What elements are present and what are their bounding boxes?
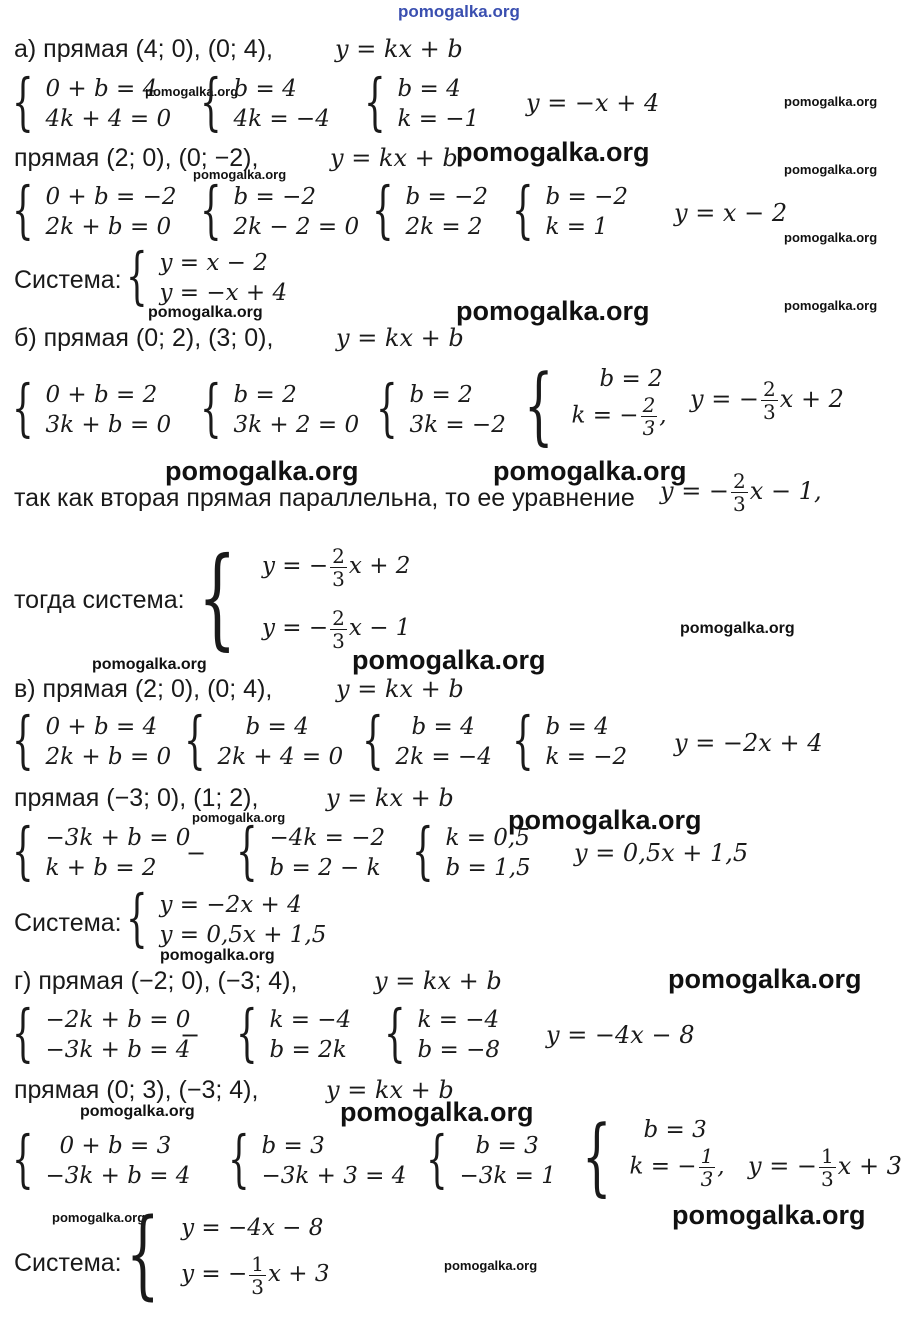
system-row [181,1251,329,1298]
part-g-line1: г) прямая (−2; 0), (−3; 4), [14,967,298,995]
fraction-denominator: 3 [332,628,345,653]
brace: { [412,814,434,887]
system-row: k = 1 [545,214,608,240]
brace: { [362,703,384,776]
watermark: pomogalka.org [456,137,650,167]
brace: { [384,996,406,1069]
fraction-denominator: 3 [700,1167,714,1191]
expression-part: x + 3 [837,1152,902,1180]
system-row: y = 0,5x + 1,5 [159,922,327,948]
part-g-final-system [126,1198,330,1310]
system-row: b = 4 [245,714,309,740]
brace: { [236,814,258,887]
part-v-system-5 [12,814,191,887]
fraction [330,545,347,590]
part-g-general-eq: y = kx + b [374,967,502,995]
expression-part: y = − [262,615,329,641]
system-row: b = 2k [269,1037,347,1063]
system-row: −3k + 3 = 4 [261,1163,407,1189]
part-a-system-6 [372,173,488,246]
expression-part: x − 1 [348,615,411,641]
expression-part: y = − [660,477,730,505]
part-v-system-2 [184,703,344,776]
system-row: b = −2 [405,184,488,210]
system-row: k + b = 2 [45,855,157,881]
watermark: pomogalka.org [493,456,687,486]
part-v-system-4 [512,703,628,776]
fraction [731,470,748,515]
system-row: y = −4x − 8 [181,1215,324,1241]
fraction-numerator: 2 [763,377,776,401]
system-row: k = −1 [397,106,480,132]
system-row: y = x − 2 [159,250,268,276]
brace: { [372,173,394,246]
watermark: pomogalka.org [672,1200,866,1230]
expression-part: y = − [690,385,760,413]
watermark: pomogalka.org [668,964,862,994]
brace: { [12,1122,34,1195]
system-row: 2k + b = 0 [45,214,172,240]
system-row: k = − $\frac{2}{3}$ , [571,393,667,440]
watermark: pomogalka.org [680,620,795,637]
part-b-result [690,378,844,423]
system-row: −3k + b = 4 [45,1037,191,1063]
fraction-numerator: 2 [642,393,656,417]
brace: { [228,1122,250,1195]
fraction [699,1145,716,1190]
part-a-line2: прямая (2; 0), (0; −2), [14,144,259,172]
system-row: b = −8 [417,1037,500,1063]
watermark: pomogalka.org [352,645,546,675]
brace: { [236,996,258,1069]
system-row: k = −2 [545,744,628,770]
part-g-system-6 [426,1122,556,1195]
fraction-denominator: 3 [763,400,776,424]
part-a-result-1: y = −x + 4 [526,89,660,117]
system-row: y = −2x + 4 [159,892,302,918]
part-a-line1: а) прямая (4; 0), (0; 4), [14,35,273,63]
watermark: pomogalka.org [340,1097,534,1127]
fraction [641,394,658,439]
part-a-system-1 [12,65,172,138]
part-v-general-eq: y = kx + b [336,675,464,703]
system-row: b = −2 [233,184,316,210]
part-b-system-1 [12,371,172,444]
part-b-system-3 [376,371,506,444]
part-v-system-3 [362,703,492,776]
system-row: −2k + b = 0 [45,1007,191,1033]
part-b-system-4 [524,356,667,454]
part-b-line1: б) прямая (0; 2), (3; 0), [14,324,274,352]
system-row: 3k + 2 = 0 [233,412,360,438]
brace: { [198,533,237,661]
part-a-system-label: Система: [14,266,122,294]
system-row: b = 2 [599,366,663,392]
part-a-system-7 [512,173,628,246]
watermark: pomogalka.org [192,810,286,825]
part-b-general-eq: y = kx + b [336,324,464,352]
expression-part: y = − [262,553,329,579]
brace: { [12,371,34,444]
part-a-general-eq: y = kx + b [335,35,463,63]
system-row: −4k = −2 [269,825,386,851]
watermark: pomogalka.org [165,456,359,486]
fraction-numerator: 1 [700,1144,714,1168]
system-row: 3k = −2 [409,412,506,438]
system-row: −3k + b = 4 [45,1163,191,1189]
part-a-result-2: y = x − 2 [674,199,788,227]
part-g-system-2 [236,996,352,1069]
brace: { [12,65,34,138]
system-row: 2k − 2 = 0 [233,214,360,240]
system-row: 0 + b = 4 [45,714,158,740]
subtract-sign: − [186,839,207,867]
part-a-general-eq-2: y = kx + b [330,144,458,172]
fraction [249,1253,266,1298]
system-row: b = 4 [233,76,297,102]
brace: { [200,371,222,444]
system-row: k = −4 [269,1007,352,1033]
part-g-general-eq-2: y = kx + b [326,1076,454,1104]
part-v-result-1: y = −2x + 4 [674,729,823,757]
part-a-system-4 [12,173,177,246]
system-row [262,535,410,597]
brace: { [184,703,206,776]
brace: { [200,65,222,138]
brace: { [512,173,534,246]
part-v-line1: в) прямая (2; 0), (0; 4), [14,675,273,703]
fraction-numerator: 1 [251,1251,264,1276]
part-g-result-1: y = −4x − 8 [546,1021,695,1049]
system-row: b = 3 [261,1133,325,1159]
system-row: 2k = −4 [395,744,492,770]
system-row: b = 3 [643,1117,707,1143]
part-g-system-7 [582,1107,725,1205]
part-v-final-system [126,881,327,954]
brace: { [512,703,534,776]
system-row: k = −4 [417,1007,500,1033]
system-row: 0 + b = −2 [45,184,177,210]
fraction-denominator: 3 [733,492,746,516]
brace: { [582,1107,612,1205]
system-row: 4k = −4 [233,106,330,132]
expression-part: x + 2 [779,385,844,413]
part-v-system-1 [12,703,172,776]
watermark: pomogalka.org [145,84,239,99]
watermark: pomogalka.org [80,1103,195,1120]
fraction [761,378,778,423]
expression-part: x + 2 [348,553,411,579]
system-row: b = 4 [411,714,475,740]
watermark: pomogalka.org [52,1210,146,1225]
part-g-system-4 [12,1122,191,1195]
fraction-numerator: 1 [821,1144,834,1168]
brace: { [426,1122,448,1195]
fraction-denominator: 3 [642,416,656,440]
part-v-result-2: y = 0,5x + 1,5 [574,839,749,867]
expression-part: y = − [181,1261,248,1287]
system-row: k = − $\frac{1}{3}$ , [629,1144,725,1191]
part-b-final-system [198,535,410,659]
brace: { [12,996,34,1069]
system-row: b = 2 [233,382,297,408]
system-row: −3k = 1 [459,1163,556,1189]
part-b-system-2 [200,371,360,444]
brace: { [200,173,222,246]
part-b-parallel-eq [660,470,822,515]
part-a-system-3 [364,65,480,138]
fraction-numerator: 2 [332,605,345,630]
system-row: b = 2 [409,382,473,408]
fraction-denominator: 3 [332,566,345,591]
system-row: 2k + 4 = 0 [217,744,344,770]
fraction-numerator: 2 [733,469,746,493]
system-row: 0 + b = 2 [45,382,158,408]
system-row: y = −x + 4 [159,280,288,306]
brace: { [364,65,386,138]
part-v-line2: прямая (−3; 0), (1; 2), [14,784,259,812]
watermark: pomogalka.org [92,656,207,673]
expression-part: y = − [748,1152,818,1180]
system-row: b = 4 [545,714,609,740]
part-v-general-eq-2: y = kx + b [326,784,454,812]
fraction-denominator: 3 [821,1167,834,1191]
fraction-numerator: 2 [332,543,345,568]
part-g-system-label: Система: [14,1249,122,1277]
part-g-system-5 [228,1122,407,1195]
system-row: b = 1,5 [445,855,531,881]
brace: { [12,703,34,776]
fraction [819,1145,836,1190]
watermark: pomogalka.org [456,296,650,326]
system-row: 4k + 4 = 0 [45,106,172,132]
expression-part: k = − [571,402,639,429]
watermark: pomogalka.org [784,230,878,245]
system-row: −3k + b = 0 [45,825,191,851]
watermark: pomogalka.org [784,162,878,177]
expression-part: k = − [629,1153,697,1180]
part-v-system-label: Система: [14,909,122,937]
watermark: pomogalka.org [784,298,878,313]
part-g-result-2 [748,1145,902,1190]
system-row: 0 + b = 3 [59,1133,172,1159]
brace: { [12,814,34,887]
watermark: pomogalka.org [444,1258,538,1273]
part-a-final-system [126,239,288,312]
expression-part: x + 3 [267,1261,330,1287]
brace: { [524,356,554,454]
fraction [330,607,347,652]
brace: { [376,371,398,444]
brace: { [126,1198,160,1310]
system-row: b = 2 − k [269,855,381,881]
system-row: 2k = 2 [405,214,483,240]
part-v-system-6 [236,814,386,887]
system-row: 3k + b = 0 [45,412,172,438]
brace: { [126,881,148,954]
watermark: pomogalka.org [784,94,878,109]
system-row: b = 3 [475,1133,539,1159]
part-b-parallel-text: так как вторая прямая параллельна, то ее уравнение [14,484,635,512]
part-a-system-2 [200,65,330,138]
watermark: pomogalka.org [160,947,275,964]
system-row: 0 + b = 4 [45,76,158,102]
part-v-system-7 [412,814,531,887]
system-row: b = 4 [397,76,461,102]
watermark: pomogalka.org [193,167,287,182]
subtract-sign: − [180,1021,201,1049]
part-g-system-3 [384,996,500,1069]
watermark: pomogalka.org [508,805,702,835]
brace: { [12,173,34,246]
part-b-then-system: тогда система: [14,586,185,614]
watermark: pomogalka.org [148,304,263,321]
part-g-system-1 [12,996,191,1069]
system-row: k = 0,5 [445,825,530,851]
system-row: b = −2 [545,184,628,210]
brace: { [126,239,148,312]
system-row: 2k + b = 0 [45,744,172,770]
expression-part: x − 1, [749,477,822,505]
part-g-line2: прямая (0; 3), (−3; 4), [14,1076,259,1104]
watermark-top: pomogalka.org [398,2,520,21]
fraction-denominator: 3 [251,1274,264,1299]
